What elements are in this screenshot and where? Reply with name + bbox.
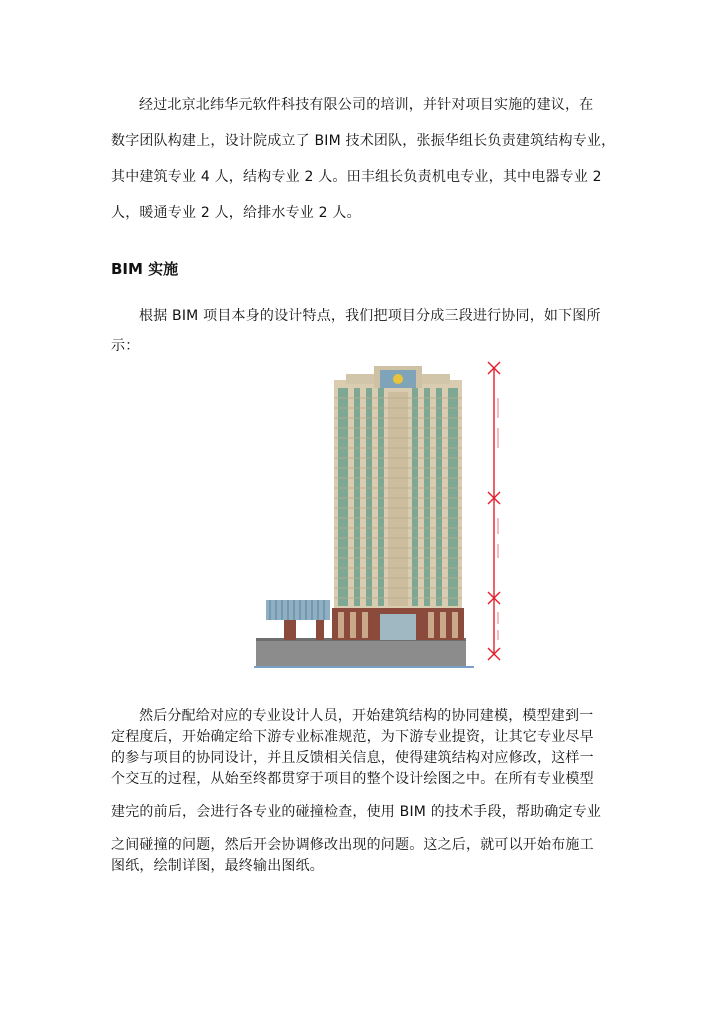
text-line: 之间碰撞的问题，然后开会协调修改出现的问题。这之后，就可以开始布施工 [111,837,594,853]
text-line: 图纸，绘制详图，最终输出图纸。 [111,858,324,874]
text-line: 建完的前后，会进行各专业的碰撞检查，使用 BIM 的技术手段，帮助确定专业 [111,804,602,820]
text-line: 人，暖通专业 2 人，给排水专业 2 人。 [111,205,361,221]
text-line: 的参与项目的协同设计，并且反馈相关信息，使得建筑结构对应修改，这样一 [111,750,594,766]
podium-block [256,640,466,666]
team-paragraph [111,94,615,238]
text-line: 然后分配给对应的专业设计人员，开始建筑结构的协同建模，模型建到一 [139,708,594,724]
text-line: 其中建筑专业 4 人，结构专业 2 人。田丰组长负责机电专业，其中电器专业 2 [111,169,602,185]
text-line: 个交互的过程，从始至终都贯穿于项目的整个设计绘图之中。在所有专业模型 [111,771,594,787]
text-line: 数字团队构建上，设计院成立了 BIM 技术团队，张振华组长负责建筑结构专业， [111,133,616,149]
building-elevation-figure [254,358,516,676]
text-line: 根据 BIM 项目本身的设计特点，我们把项目分成三段进行协同，如下图所 [139,308,601,324]
text-line: 经过北京北纬华元软件科技有限公司的培训，并针对项目实施的建议，在 [139,97,594,113]
text-line: 定程度后，开始确定给下游专业标准规范，为下游专业提资，让其它专业尽早 [111,729,594,745]
section-heading: BIM 实施 [111,260,179,278]
process-paragraph [111,706,615,877]
text-line: 示： [111,338,140,354]
method-paragraph [111,305,615,365]
